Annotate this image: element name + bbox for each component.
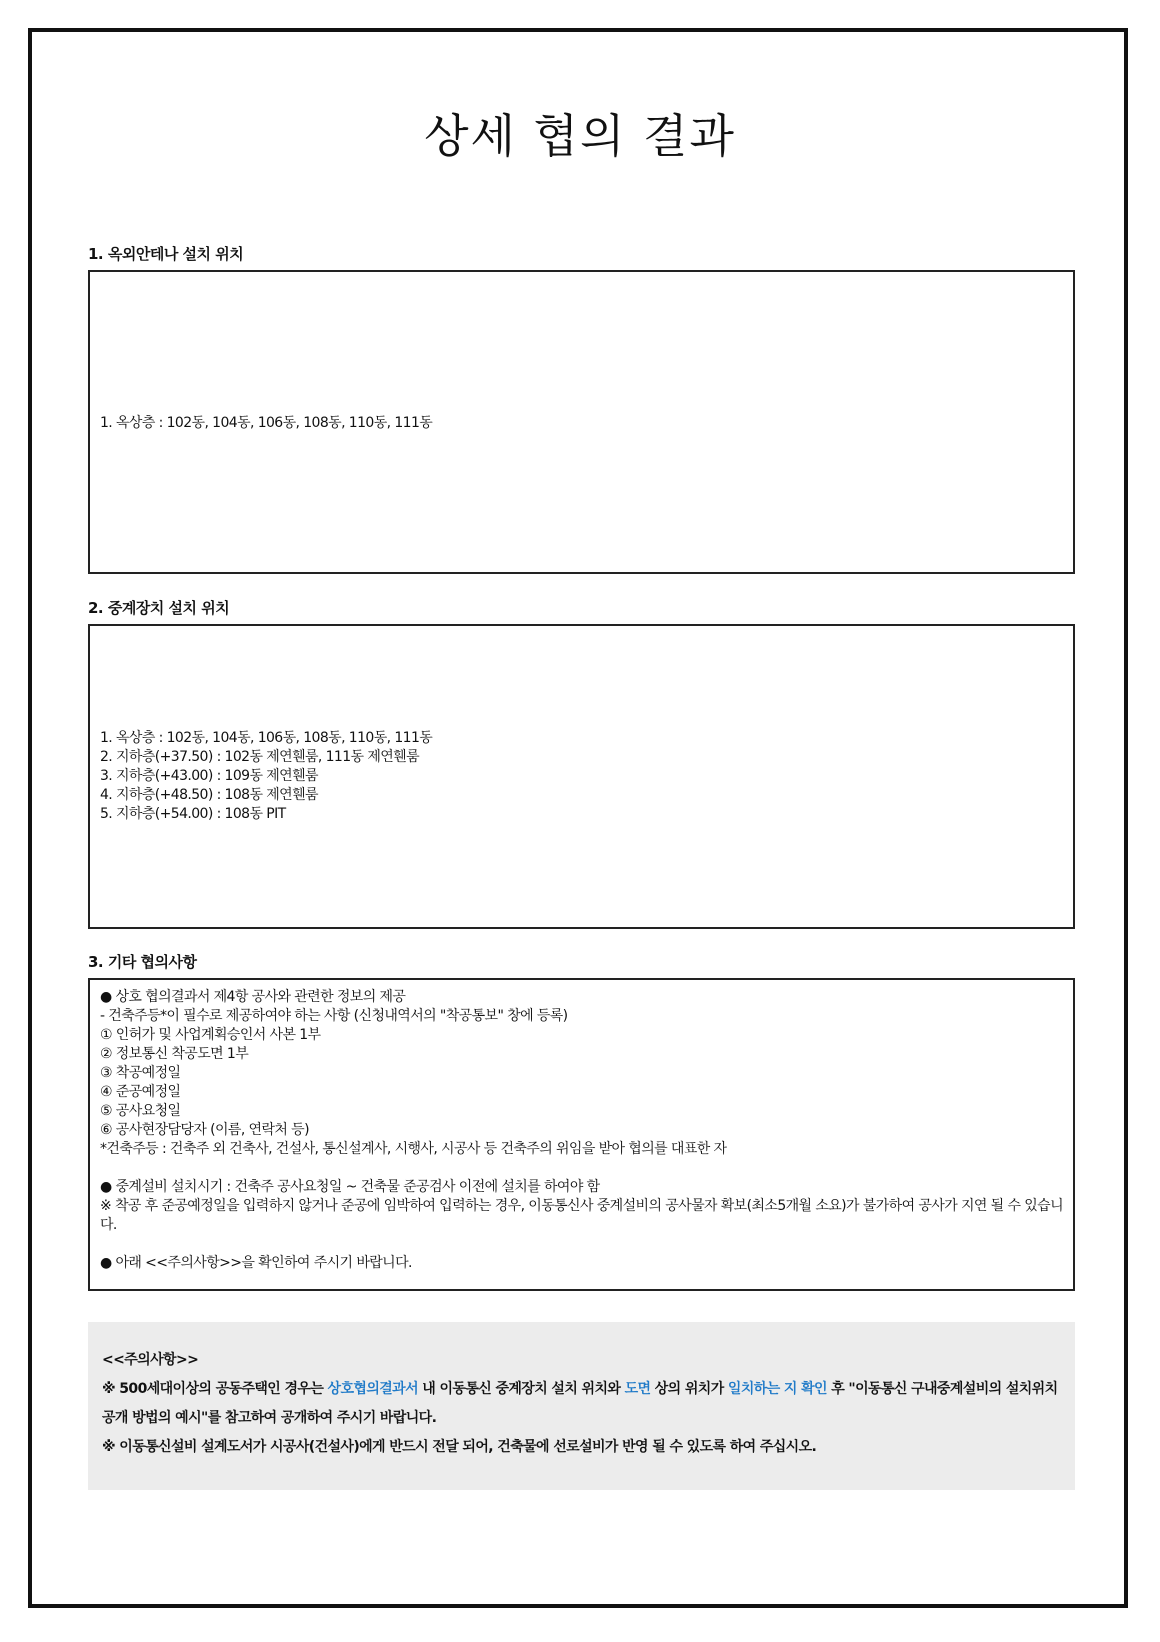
antenna-location-line: 1. 옥상층 : 102동, 104동, 106동, 108동, 110동, 111동 <box>100 415 433 431</box>
antenna-location-box <box>88 270 1075 574</box>
other-matters-line: *건축주등 : 건축주 외 건축사, 건설사, 통신설계사, 시행사, 시공사 등 건축주의 위임을 받아 협의를 대표한 자 <box>100 1141 727 1157</box>
caution-heading: <<주의사항>> <box>102 1352 199 1368</box>
caution-highlight: 상호협의결과서 <box>327 1381 419 1397</box>
other-matters-line <box>100 1159 1063 1178</box>
other-matters-box <box>88 978 1075 1291</box>
caution-highlight: 일치하는 지 확인 <box>727 1381 827 1397</box>
caution-line-disclosure <box>102 1375 1061 1433</box>
repeater-location-content <box>100 729 432 824</box>
repeater-location-line: 1. 옥상층 : 102동, 104동, 106동, 108동, 110동, 111동 <box>100 730 433 746</box>
caution-text: 내 이동통신 중계장치 설치 위치와 <box>418 1381 625 1397</box>
caution-highlight: 도면 <box>624 1381 651 1397</box>
section-heading-antenna: 1. 옥외안테나 설치 위치 <box>88 245 244 263</box>
caution-notice-box <box>88 1322 1075 1490</box>
repeater-location-line: 2. 지하층(+37.50) : 102동 제연휀룸, 111동 제연휀룸 <box>100 749 420 765</box>
repeater-location-box <box>88 624 1075 929</box>
section-heading-repeater: 2. 중계장치 설치 위치 <box>88 599 230 617</box>
other-matters-line: ⑥ 공사현장담당자 (이름, 연락처 등) <box>100 1122 309 1138</box>
repeater-location-line: 4. 지하층(+48.50) : 108동 제연휀룸 <box>100 787 318 803</box>
repeater-location-line: 5. 지하층(+54.00) : 108동 PIT <box>100 806 286 822</box>
other-matters-line: ● 아래 <<주의사항>>을 확인하여 주시기 바랍니다. <box>100 1255 412 1271</box>
other-matters-line: ● 상호 협의결과서 제4항 공사와 관련한 정보의 제공 <box>100 989 406 1005</box>
caution-text: 후 "이동통신 구내중계설비의 설치위치 공개 방법의 예시"를 참고하여 공개하여 주시기 바랍니다. <box>102 1381 1058 1426</box>
caution-line-design-docs: ※ 이동통신설비 설계도서가 시공사(건설사)에게 반드시 전달 되어, 건축물에 선로설비가 반영 될 수 있도록 하여 주십시오. <box>102 1439 817 1455</box>
other-matters-line: ※ 착공 후 준공예정일을 입력하지 않거나 준공에 임박하여 입력하는 경우, 이동통신사 중계설비의 공사물자 확보(최소5개월 소요)가 불가하여 공사가 지연 될 수 있습니다. <box>100 1198 1063 1233</box>
section-heading-other: 3. 기타 협의사항 <box>88 953 197 971</box>
other-matters-line: ③ 착공예정일 <box>100 1065 181 1081</box>
other-matters-line: ⑤ 공사요청일 <box>100 1103 181 1119</box>
document-title: 상세 협의 결과 <box>424 109 736 163</box>
other-matters-content <box>100 988 1063 1273</box>
other-matters-line <box>100 1235 1063 1254</box>
caution-text: 상의 위치가 <box>650 1381 728 1397</box>
other-matters-line: ① 인허가 및 사업계획승인서 사본 1부 <box>100 1027 321 1043</box>
other-matters-line: ② 정보통신 착공도면 1부 <box>100 1046 249 1062</box>
antenna-location-content <box>100 414 432 433</box>
repeater-location-line: 3. 지하층(+43.00) : 109동 제연휀룸 <box>100 768 318 784</box>
caution-text: ※ 500세대이상의 공동주택인 경우는 <box>102 1381 328 1397</box>
other-matters-line: ● 중계설비 설치시기 : 건축주 공사요청일 ~ 건축물 준공검사 이전에 설치를 하여야 함 <box>100 1179 600 1195</box>
other-matters-line: - 건축주등*이 필수로 제공하여야 하는 사항 (신청내역서의 "착공통보" 창에 등록) <box>100 1008 568 1024</box>
other-matters-line: ④ 준공예정일 <box>100 1084 181 1100</box>
